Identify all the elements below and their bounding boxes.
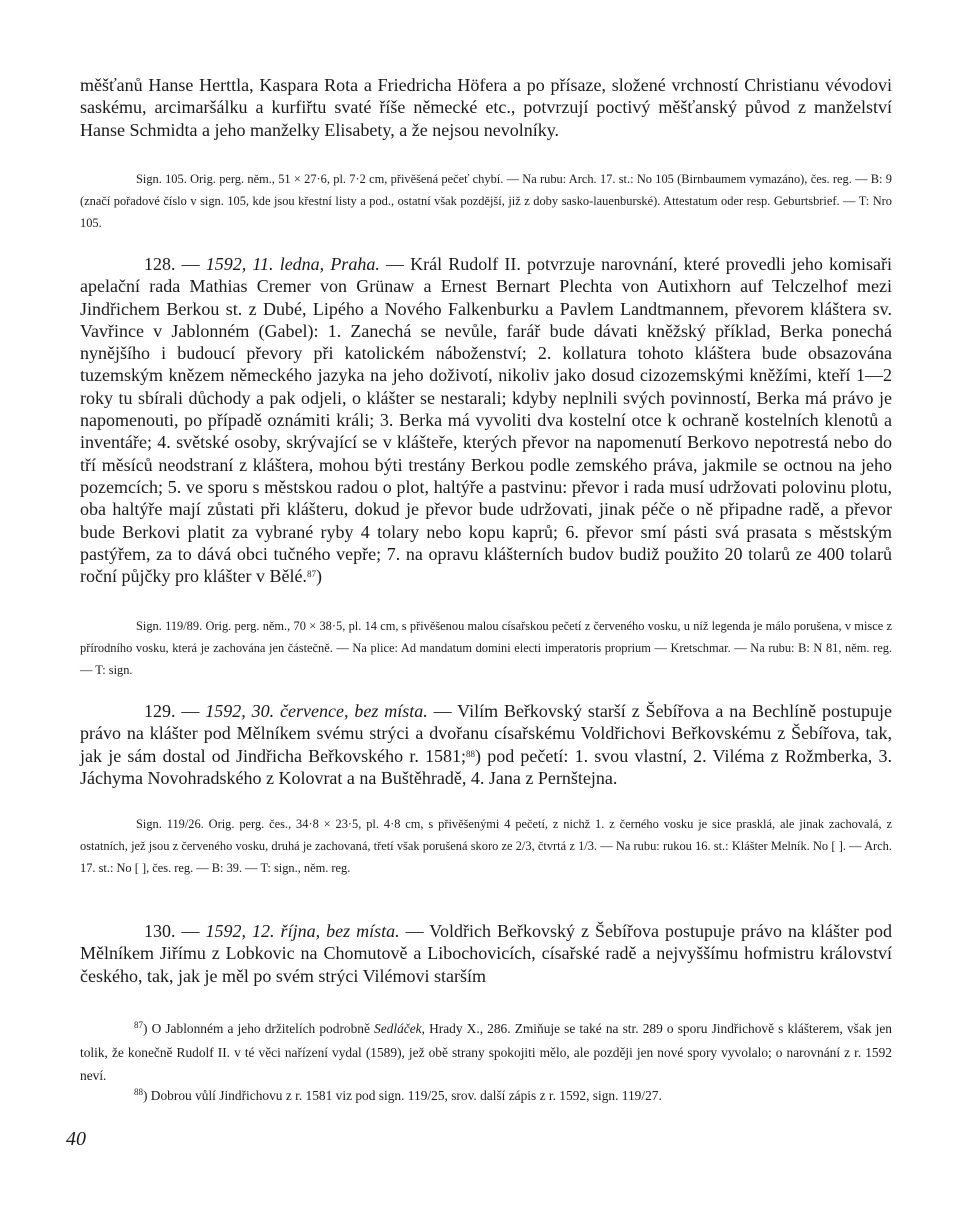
footnote-mark-88: 88: [134, 1087, 143, 1097]
entry-128-date: 1592, 11. ledna, Praha.: [205, 254, 380, 274]
entry-130-text: — Voldřich Beřkovský z Šebířova postupuje právo na klášter pod Mělníkem Jiřímu z Lobkovic na Chomutově a Libochovicích, císařské radě a nejvyššímu hofmistru království českého, tak, jak je měl po svém strýci Vilémovi starším: [80, 921, 892, 986]
entry-129-number: 129. —: [144, 701, 206, 721]
fraction-one-third: 1/3: [578, 839, 594, 853]
footnote-ref-87: 87: [306, 569, 316, 580]
entry-130-number: 130. —: [144, 921, 206, 941]
entry-130: [80, 920, 892, 987]
footnote-88: $^{88}$) Dobrou vůlí Jindřichovu z r. 1581 viz pod sign. 119/25, srov. další zápis z r. 1592, sign. 119/27.: [134, 1087, 662, 1103]
footnote-mark-87: 87: [134, 1020, 143, 1030]
entry-128: 128. — 1592, 11. ledna, Praha. — Král Rudolf II. potvrzuje narovnání, které provedli jeho komisaři apelační rada Mathias Cremer von Grünaw a Ernest Bernart Plechta von Autixhorn auf Telczelhof mezi Jindřichem Berkou st. z Dubé, Lipého a Nového Falkenburku a Pavlem Landtmannem, převorem kláštera sv. Vavřince v Jablonném (Gabel): 1. Zanechá se nevůle, farář bude dávati kněžský příklad, Berka ponechá nynějšího i budoucí převory při katolickém náboženství; 2. kollatura tohoto kláštera bude obsazována tuzemským knězem německého jazyka na jeho doživotí, nikoliv jako dosud cizozemskými kněžími, kteří 1—2 roky tu sbírali důchody a pak odjeli, o klášter se nestarali; kdyby neplnili svých povinností, Berka má právo je napomenouti, po případě oznámiti králi; 3. Berka má vyvoliti dva kostelní otce k ochraně kostelních klenotů a inventáře; 4. světské osoby, skrývající se v klášteře, kterých převor na napomenutí Berkovo nepotrestá nebo do tří měsíců neodstraní z kláštera, mohou býti trestány Berkou podle zemského práva, jakmile se octnou na jeho pozemcích; 5. ve sporu s městskou radou o plot, haltýře a pastvinu: převor i rada musí udržovati polovinu plotu, oba haltýře mají zůstati při klášteru, dokud je převor bude udržovati, jinak péče o ně připadne radě, a převor bude Berkovi platit za vybrané ryby 4 tolary nebo kopu kaprů; 6. převor smí pásti svá prasata s městským pastýřem, za to dává obci tučného vepře; 7. na opravu klášterních budov budiž použito 20 tolarů ze 400 tolarů roční půjčky pro klášter v Bělé.$^{87}$): [80, 254, 893, 587]
entry-128-text: — Král Rudolf II. potvrzuje narovnání, které provedli jeho komisaři apelační rada Mathias Cremer von Grünaw a Ernest Bernart Plechta von Autixhorn auf Telczelhof mezi Jindřichem Berkou st. z Dubé, Lipého a Nového Falkenburku a Pavlem Landtmannem, převorem kláštera sv. Vavřince v Jablonném (Gabel): 1. Zanechá se nevůle, farář bude dávati kněžský příklad, Berka ponechá nynějšího i budoucí převory při katolickém náboženství; 2. kollatura tohoto kláštera bude obsazována tuzemským knězem německého jazyka na jeho doživotí, nikoliv jako dosud cizozemskými kněžími, kteří 1—2 roky tu sbírali důchody a pak odjeli, o klášter se nestarali; kdyby neplnili svých povinností, Berka má právo je napomenouti, po případě oznámiti králi; 3. Berka má vyvoliti dva kostelní otce k ochraně kostelních klenotů a inventáře; 4. světské osoby, skrývající se v klášteře, kterých převor na napomenutí Berkovo nepotrestá nebo do tří měsíců neodstraní z kláštera, mohou býti trestány Berkou podle zemského práva, jakmile se octnou na jeho pozemcích; 5. ve sporu s městskou radou o plot, haltýře a pastvinu: převor i rada musí udržovati polovinu plotu, oba haltýře mají zůstati při klášteru, dokud je převor bude udržovati, jinak péče o ně připadne radě, a převor bude Berkovi platit za vybrané ryby 4 tolary nebo kopu kaprů; 6. převor smí pásti svá prasata s městským pastýřem, za to dává obci tučného vepře; 7. na opravu klášterních budov budiž použito 20 tolarů ze 400 tolarů roční půjčky pro klášter v Bělé.: [80, 254, 893, 587]
entry-127-text: měšťanů Hanse Herttla, Kaspara Rota a Friedricha Höfera a po přísaze, složené vrchností Christianu vévodovi saskému, arcimaršálku a kurfiřtu svaté říše německé etc., potvrzují poctivý měšťanský původ z manželství Hanse Schmidta a jeho manželky Elisabety, a že nejsou nevolníky.: [80, 75, 892, 140]
entry-127-archival-note: Sign. 105. Orig. perg. něm., 51 × 27·6, pl. 7·2 cm, přivěšená pečeť chybí. — Na rubu: Arch. 17. st.: No 105 (Birnbaumem vymazáno), čes. reg. — B: 9 (značí pořadové číslo v sign. 105, kde jsou křestní listy a pod., ostatní však pozdější, již z doby sasko-lauenburské). Attestatum oder resp. Geburtsbrief. — T: Nro 105.: [80, 172, 892, 230]
entry-129: 129. — 1592, 30. července, bez místa. — Vilím Beřkovský starší z Šebířova a na Bechlíně postupuje právo na klášter pod Mělníkem svému strýci a dvořanu císařskému Voldřichovi Beřkovskému z Šebířova, tak, jak je sám dostal od Jindřicha Beřkovského r. 1581;$^{88}$) pod pečetí: 1. svou vlastní, 2. Viléma z Rožmberka, 3. Jáchyma Novohradského z Kolovrat a na Buštěhradě, 4. Jana z Pernštejna.: [80, 701, 893, 788]
footnote-author: Sedláček: [374, 1021, 422, 1036]
fraction-two-thirds: 2/3: [515, 839, 532, 853]
entry-128-archival-note: Sign. 119/89. Orig. perg. něm., 70 × 38·5, pl. 14 cm, s přivěšenou malou císařskou pečetí z červeného vosku, u níž legenda je málo porušena, v misce z přírodního vosku, která je zachována jen částečně. — Na plice: Ad mandatum domini electi imperatoris proprium — Kretschmar. — Na rubu: B: N 81, něm. reg. — T: sign.: [80, 619, 892, 677]
entry-129-archival-note: Sign. 119/26. Orig. perg. čes., 34·8 × 23·5, pl. 4·8 cm, s přivěšenými 4 pečetí, z nichž 1. z černého vosku je sice prasklá, ale jinak zachovalá, z ostatních, jež jsou z červeného vosku, druhá je zachovaná, třetí však porušená skoro ze 2/3, čtvrtá z 1/3. — Na rubu: rukou 16. st.: Klášter Melník. No [ ]. — Arch. 17. st.: No [ ], čes. reg. — B: 39. — T: sign., něm. reg.: [80, 817, 892, 875]
footnote-87: $^{87}$) O Jablonném a jeho držitelích podrobně Sedláček, Hrady X., 286. Zmiňuje se také na str. 289 o sporu Jindřichově s klášterem, však jen tolik, že konečně Rudolf II. v té věci nařízení vydal (1589), jež obě strany spokojiti mělo, ale později jen nové spory vyvolalo; o narovnání z r. 1592 neví.: [80, 1020, 892, 1083]
page-number: 40: [66, 1128, 86, 1150]
entry-129-date: 1592, 30. července, bez místa.: [205, 701, 428, 721]
entry-129-text: — Vilím Beřkovský starší z Šebířova a na Bechlíně postupuje právo na klášter pod Mělníkem svému strýci a dvořanu císařskému Voldřichovi Beřkovskému z Šebířova, tak, jak je sám dostal od Jindřicha Beřkovského r. 1581;: [80, 701, 892, 766]
entry-128-number: 128. —: [144, 254, 206, 274]
footnote-ref-88: 88: [466, 748, 476, 759]
entry-130-date: 1592, 12. října, bez místa.: [205, 921, 400, 941]
